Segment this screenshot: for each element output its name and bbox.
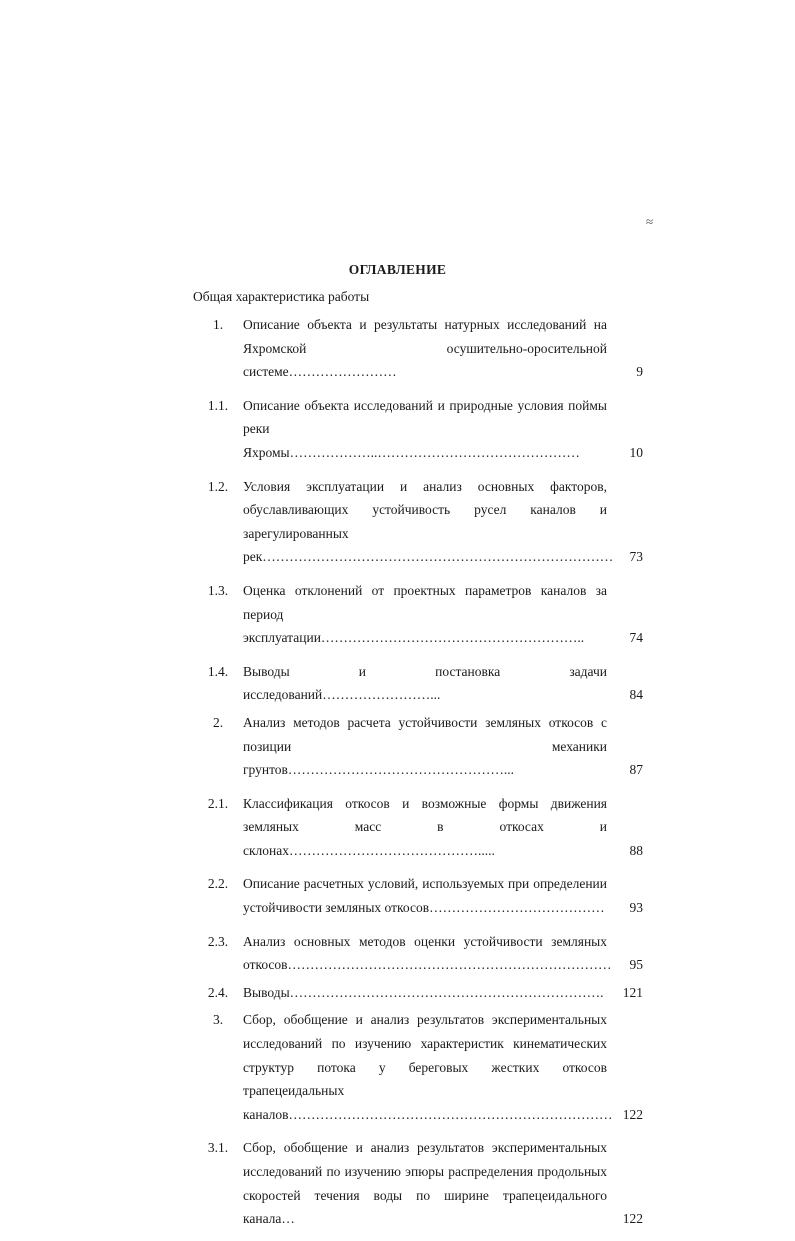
toc-entry-number: 2.4. xyxy=(207,984,229,1000)
toc-entry-3-1 xyxy=(193,1136,643,1230)
page-mark: ≈ xyxy=(646,214,654,229)
toc-entry-text: Сбор, обобщение и анализ результатов экспериментальных исследований по изучению эпюры распределения продольных скоростей течения воды по ширине трапецеидального канала… xyxy=(243,1140,607,1227)
toc-entry-number: 1. xyxy=(212,317,224,332)
toc-entry-page: 9 xyxy=(636,364,643,380)
toc-entry-page: 84 xyxy=(629,687,643,703)
toc-entry-number: 1.4. xyxy=(207,663,229,679)
toc-entry-text: Описание расчетных условий, используемых при определении устойчивости земляных откосов………………………………… xyxy=(243,876,607,916)
toc-entry-text: Выводы и постановка задачи исследований……………………... xyxy=(243,663,607,703)
toc-entry-page: 88 xyxy=(629,842,643,858)
toc-entry-number: 2. xyxy=(212,714,224,730)
toc-entry-number: 3. xyxy=(212,1012,224,1028)
toc-entry-page: 121 xyxy=(622,984,643,1000)
toc-entry-2-1 xyxy=(193,792,643,863)
toc-entry-text: Выводы……………………………………………………………. xyxy=(243,984,604,1000)
toc-entry-page: 73 xyxy=(629,549,643,565)
toc-entry-1-4 xyxy=(193,660,643,707)
toc-entry-text: Сбор, обобщение и анализ результатов экспериментальных исследований по изучению характеристик кинематических структур потока у береговых жестких откосов трапецеидальных каналов……………………………………………………………… xyxy=(243,1012,613,1122)
toc-list xyxy=(193,313,643,1241)
toc-entry-text: Классификация откосов и возможные формы движения земляных масс в откосах и склонах……………………………………..... xyxy=(243,795,607,858)
toc-entry-text: Анализ основных методов оценки устойчивости земляных откосов……………………………………………………………… xyxy=(243,933,612,973)
toc-entry-page: 93 xyxy=(629,900,643,916)
toc-entry-text: Анализ методов расчета устойчивости земляных откосов с позиции механики грунтов…………………………………………... xyxy=(243,714,607,778)
toc-entry-2-4 xyxy=(193,981,643,1005)
toc-entry-number: 2.1. xyxy=(207,795,229,811)
toc-intro: Общая характеристика работы xyxy=(193,289,370,304)
toc-entry-page: 74 xyxy=(629,630,643,646)
toc-entry-3 xyxy=(193,1008,643,1126)
toc-entry-1 xyxy=(193,313,643,384)
toc-entry-1-2 xyxy=(193,475,643,569)
toc-entry-2-2 xyxy=(193,872,643,919)
toc-entry-2-3 xyxy=(193,930,643,977)
toc-entry-page: 95 xyxy=(629,957,643,973)
toc-entry-number: 1.2. xyxy=(207,478,229,494)
toc-entry-2 xyxy=(193,711,643,782)
toc-entry-text: Оценка отклонений от проектных параметров каналов за период эксплуатации………………………………………………….. xyxy=(243,582,607,646)
toc-entry-number: 1.1. xyxy=(207,397,229,413)
toc-entry-number: 3.1. xyxy=(207,1140,229,1156)
toc-title: ОГЛАВЛЕНИЕ xyxy=(348,262,447,277)
toc-entry-number: 2.2. xyxy=(207,876,229,892)
toc-entry-page: 87 xyxy=(629,762,643,778)
toc-entry-page: 122 xyxy=(622,1106,643,1122)
toc-entry-1-3 xyxy=(193,579,643,650)
toc-entry-text: Описание объекта и результаты натурных исследований на Яхромской осушительно-оросительной системе…………………… xyxy=(243,317,607,380)
toc-entry-page: 122 xyxy=(622,1211,643,1227)
toc-entry-number: 1.3. xyxy=(207,582,229,598)
toc-entry-text: Условия эксплуатации и анализ основных факторов, обуславливающих устойчивость русел каналов и зарегулированных рек…………………………………………………………………… xyxy=(243,478,614,565)
toc-entry-page: 10 xyxy=(629,444,643,460)
toc-entry-1-1 xyxy=(193,394,643,465)
toc-entry-number: 2.3. xyxy=(207,933,229,949)
toc-entry-text: Описание объекта исследований и природные условия поймы реки Яхромы………………..……………………………………… xyxy=(243,397,607,460)
